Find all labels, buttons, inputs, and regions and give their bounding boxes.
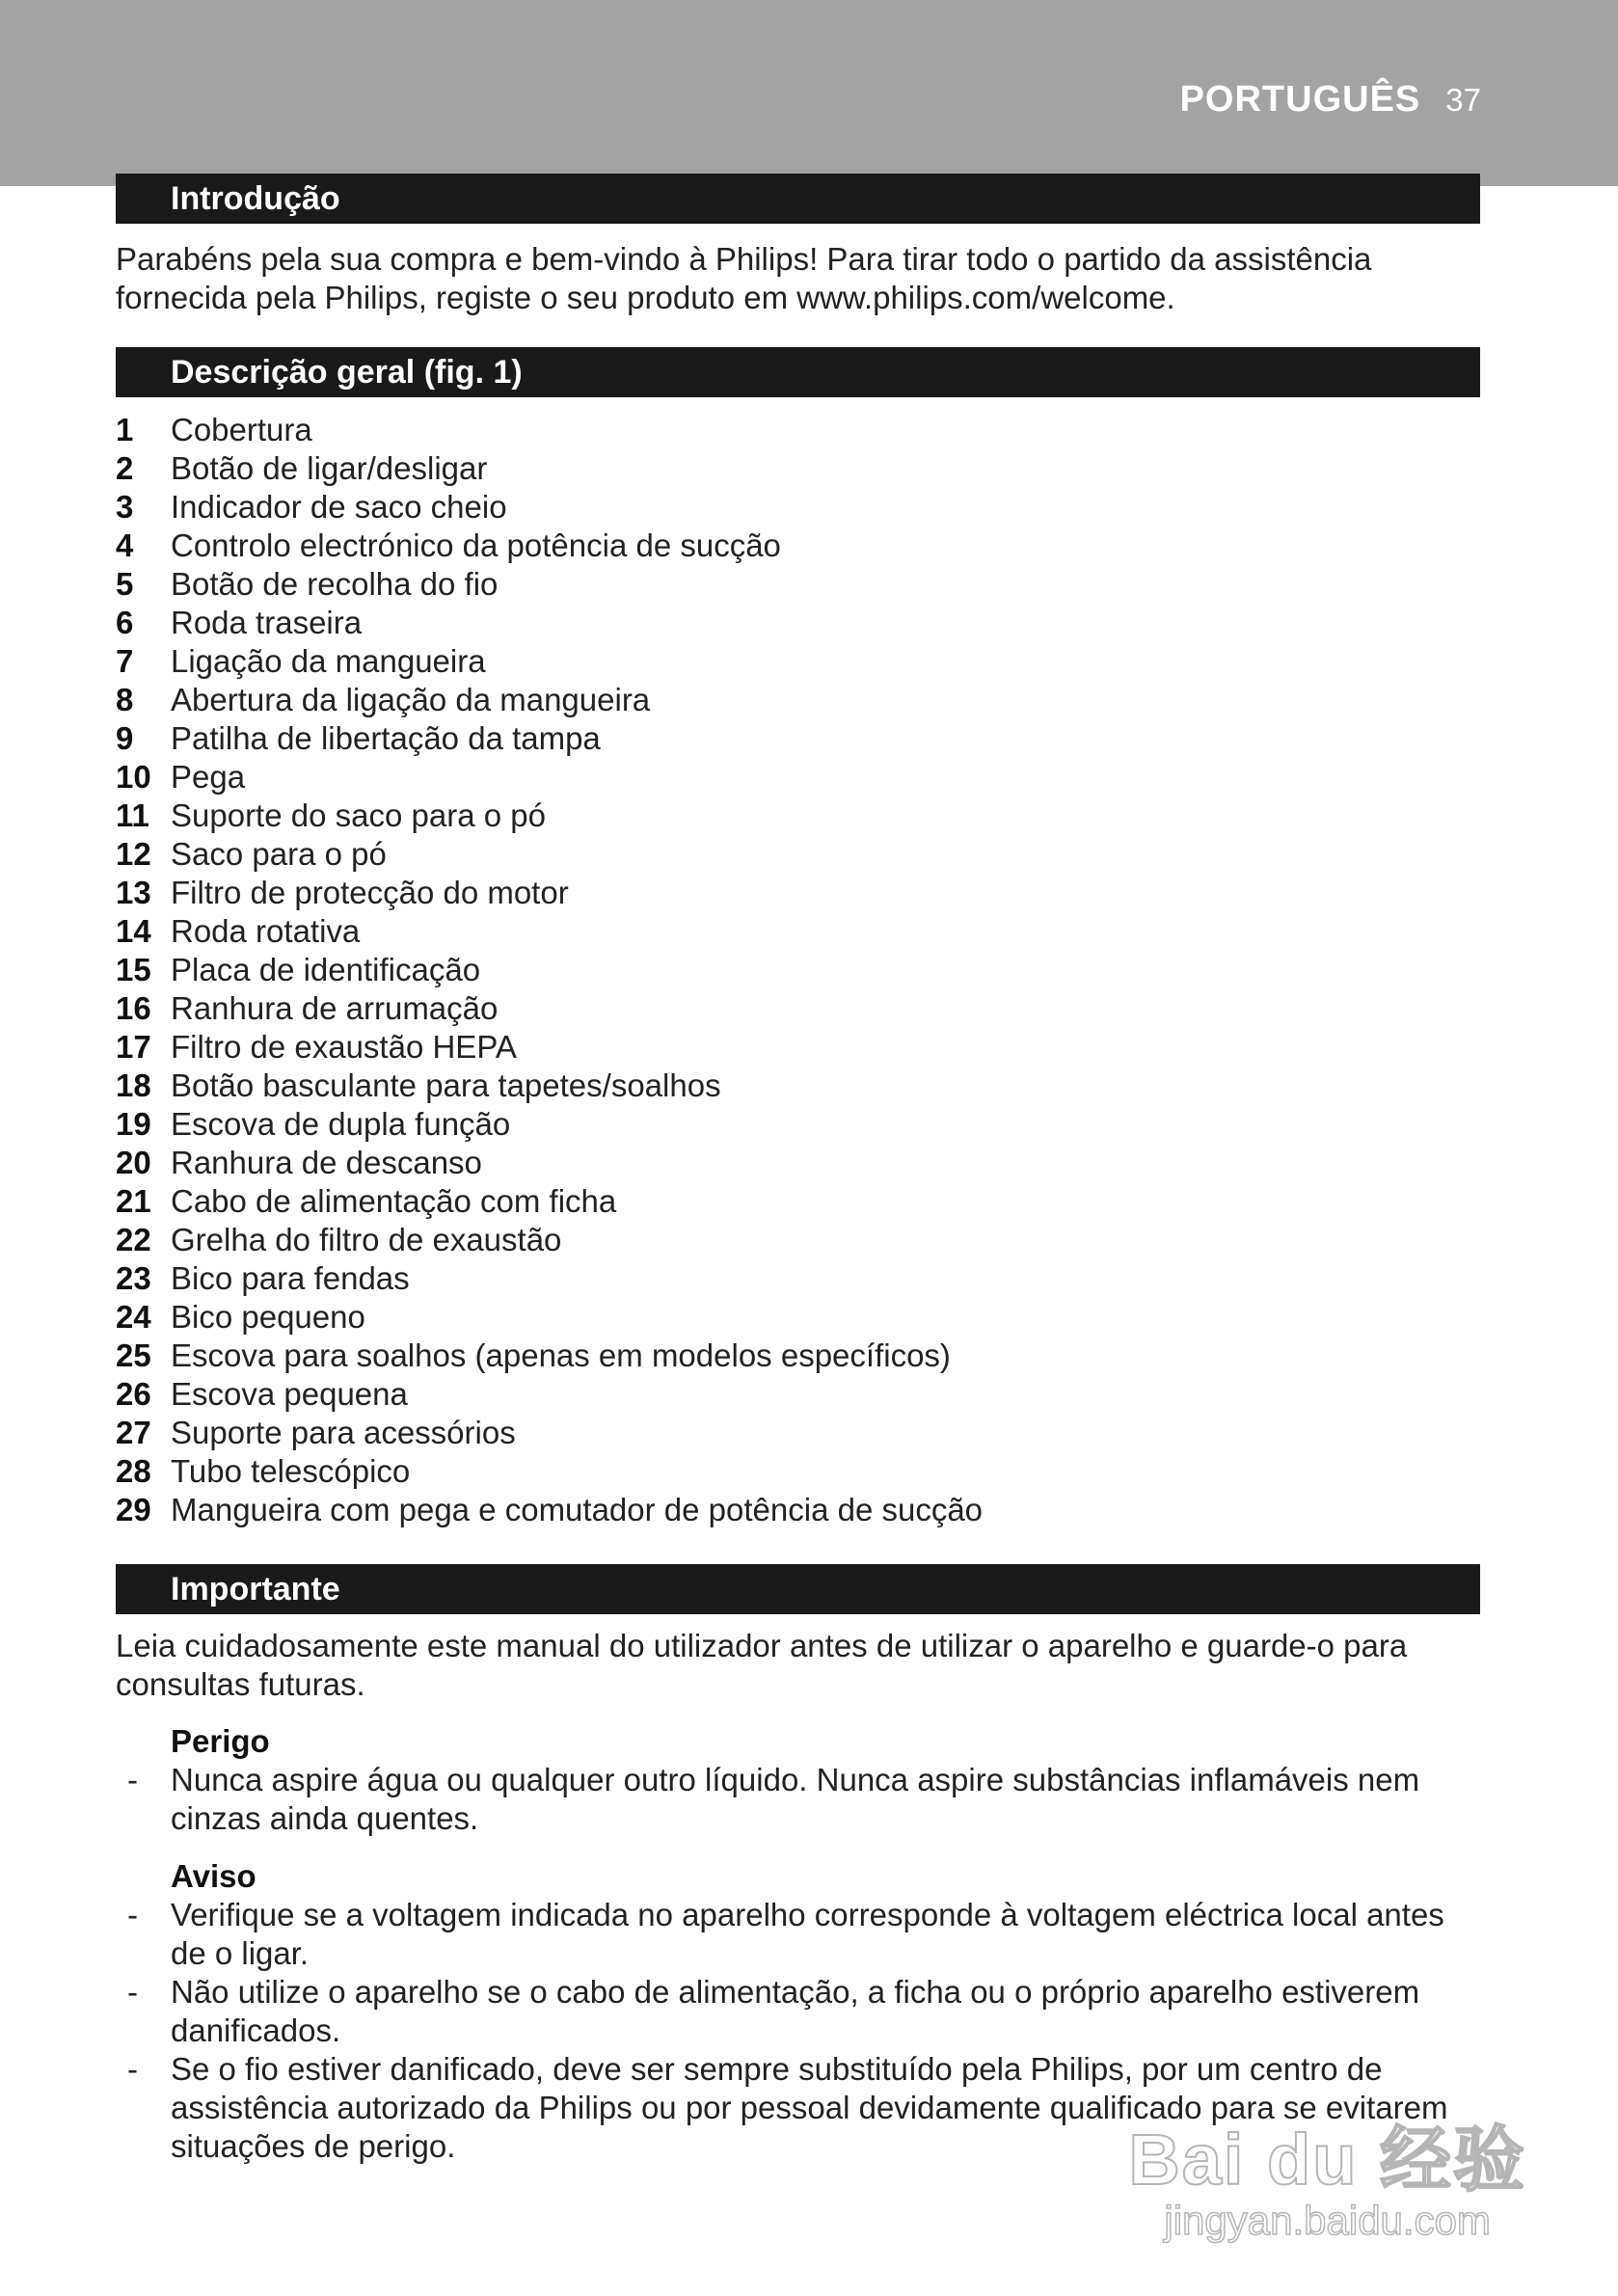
list-item [116, 1259, 1485, 1298]
item-label: Botão de recolha do fio [171, 566, 499, 602]
item-number: 23 [116, 1260, 151, 1296]
item-label: Placa de identificação [171, 952, 481, 987]
item-label: Escova pequena [171, 1376, 408, 1412]
item-label: Controlo electrónico da potência de sucção [171, 527, 781, 563]
item-label: Roda rotativa [171, 913, 361, 949]
item-number: 3 [116, 489, 134, 525]
item-number: 2 [116, 450, 134, 486]
list-item [116, 835, 1485, 874]
list-item [116, 488, 1485, 527]
item-label: Escova para soalhos (apenas em modelos específicos) [171, 1337, 951, 1373]
item-number: 27 [116, 1415, 151, 1450]
list-item [116, 411, 1485, 449]
baidu-watermark [1128, 2121, 1526, 2243]
item-number: 4 [116, 527, 134, 563]
item-number: 1 [116, 412, 134, 447]
section-title-intro: Introdução [116, 174, 1480, 224]
item-label: Ranhura de descanso [171, 1145, 482, 1180]
list-item [116, 1414, 1485, 1452]
watermark-url: jingyan.baidu.com [1164, 2198, 1491, 2243]
item-label: Suporte para acessórios [171, 1415, 516, 1450]
bullet-dash: - [127, 2051, 138, 2087]
list-item [116, 1182, 1485, 1221]
list-item [116, 758, 1485, 797]
item-number: 16 [116, 990, 151, 1026]
section-title-important: Importante [116, 1564, 1480, 1614]
item-number: 10 [116, 759, 151, 795]
item-number: 25 [116, 1337, 151, 1373]
item-label: Abertura da ligação da mangueira [171, 682, 651, 717]
item-number: 12 [116, 836, 151, 872]
list-item [116, 1067, 1485, 1105]
item-label: Suporte do saco para o pó [171, 797, 546, 833]
bullet-text: Verifique se a voltagem indicada no aparelho corresponde à voltagem eléctrica local antes de o ligar. [171, 1897, 1444, 1971]
item-number: 28 [116, 1453, 151, 1489]
list-item [116, 1337, 1485, 1375]
item-label: Patilha de libertação da tampa [171, 720, 601, 756]
item-label: Grelha do filtro de exaustão [171, 1222, 562, 1257]
item-label: Mangueira com pega e comutador de potência de sucção [171, 1492, 984, 1527]
item-label: Cobertura [171, 412, 312, 447]
item-label: Ligação da mangueira [171, 643, 486, 679]
item-number: 17 [116, 1029, 151, 1065]
warning-bullet [116, 1973, 1485, 2050]
important-paragraph: Leia cuidadosamente este manual do utilizador antes de utilizar o aparelho e guarde-o para consultas futuras. [116, 1628, 1408, 1702]
list-item [116, 1144, 1485, 1182]
item-number: 29 [116, 1492, 151, 1527]
item-label: Roda traseira [171, 605, 363, 640]
list-item [116, 642, 1485, 681]
language-label: PORTUGUÊS [1179, 79, 1421, 120]
bullet-dash: - [127, 1974, 138, 2010]
list-item [116, 449, 1485, 488]
intro-paragraph: Parabéns pela sua compra e bem-vindo à Philips! Para tirar todo o partido da assistência fornecida pela Philips, registe o seu produto em www.philips.com/welcome. [116, 241, 1372, 315]
list-item [116, 719, 1485, 758]
item-label: Ranhura de arrumação [171, 990, 499, 1026]
item-number: 7 [116, 643, 134, 679]
page-header [1180, 79, 1481, 121]
item-label: Tubo telescópico [171, 1453, 411, 1489]
item-label: Botão de ligar/desligar [171, 450, 488, 486]
item-number: 18 [116, 1067, 151, 1103]
item-number: 6 [116, 605, 134, 640]
danger-heading: Perigo [171, 1723, 270, 1759]
item-number: 13 [116, 875, 151, 910]
danger-bullet [116, 1761, 1485, 1838]
bullet-text: Nunca aspire água ou qualquer outro líquido. Nunca aspire substâncias inflamáveis nem cinzas ainda quentes. [171, 1762, 1420, 1836]
item-number: 24 [116, 1299, 151, 1335]
item-label: Pega [171, 759, 246, 795]
item-label: Botão basculante para tapetes/soalhos [171, 1067, 721, 1103]
item-label: Bico pequeno [171, 1299, 365, 1335]
parts-list [116, 411, 1485, 1529]
item-label: Cabo de alimentação com ficha [171, 1183, 617, 1219]
page-number: 37 [1445, 82, 1481, 118]
list-item [116, 989, 1485, 1028]
warning-bullet [116, 1896, 1485, 1973]
bullet-text: Não utilize o aparelho se o cabo de alimentação, a ficha ou o próprio aparelho estiverem danificados. [171, 1974, 1420, 2048]
section-title-overview: Descrição geral (fig. 1) [116, 347, 1480, 397]
list-item [116, 1221, 1485, 1259]
bullet-dash: - [127, 1762, 138, 1797]
item-label: Saco para o pó [171, 836, 387, 872]
list-item [116, 1028, 1485, 1067]
list-item [116, 951, 1485, 989]
item-label: Indicador de saco cheio [171, 489, 507, 525]
item-number: 5 [116, 566, 134, 602]
item-number: 9 [116, 720, 134, 756]
list-item [116, 1105, 1485, 1144]
list-item [116, 604, 1485, 642]
list-item [116, 874, 1485, 912]
item-label: Filtro de protecção do motor [171, 875, 569, 910]
item-number: 21 [116, 1183, 151, 1219]
list-item [116, 1452, 1485, 1491]
item-number: 8 [116, 682, 134, 717]
item-number: 26 [116, 1376, 151, 1412]
watermark-logo: Bai du 经验 [1128, 2120, 1526, 2200]
bullet-dash: - [127, 1897, 138, 1932]
list-item [116, 1491, 1485, 1529]
list-item [116, 1298, 1485, 1337]
list-item [116, 797, 1485, 835]
item-label: Filtro de exaustão HEPA [171, 1029, 517, 1065]
list-item [116, 681, 1485, 719]
item-number: 22 [116, 1222, 151, 1257]
bullet-text: Se o fio estiver danificado, deve ser sempre substituído pela Philips, por um centro de assistência autorizado da Philips ou por pessoal devidamente qualificado para se evitarem situações de perigo. [171, 2051, 1448, 2164]
list-item [116, 1375, 1485, 1414]
item-number: 20 [116, 1145, 151, 1180]
list-item [116, 527, 1485, 565]
item-number: 15 [116, 952, 151, 987]
item-label: Escova de dupla função [171, 1106, 511, 1142]
item-number: 19 [116, 1106, 151, 1142]
item-number: 14 [116, 913, 151, 949]
item-number: 11 [116, 797, 149, 833]
item-label: Bico para fendas [171, 1260, 410, 1296]
warning-heading: Aviso [171, 1858, 256, 1894]
list-item [116, 912, 1485, 951]
list-item [116, 565, 1485, 604]
